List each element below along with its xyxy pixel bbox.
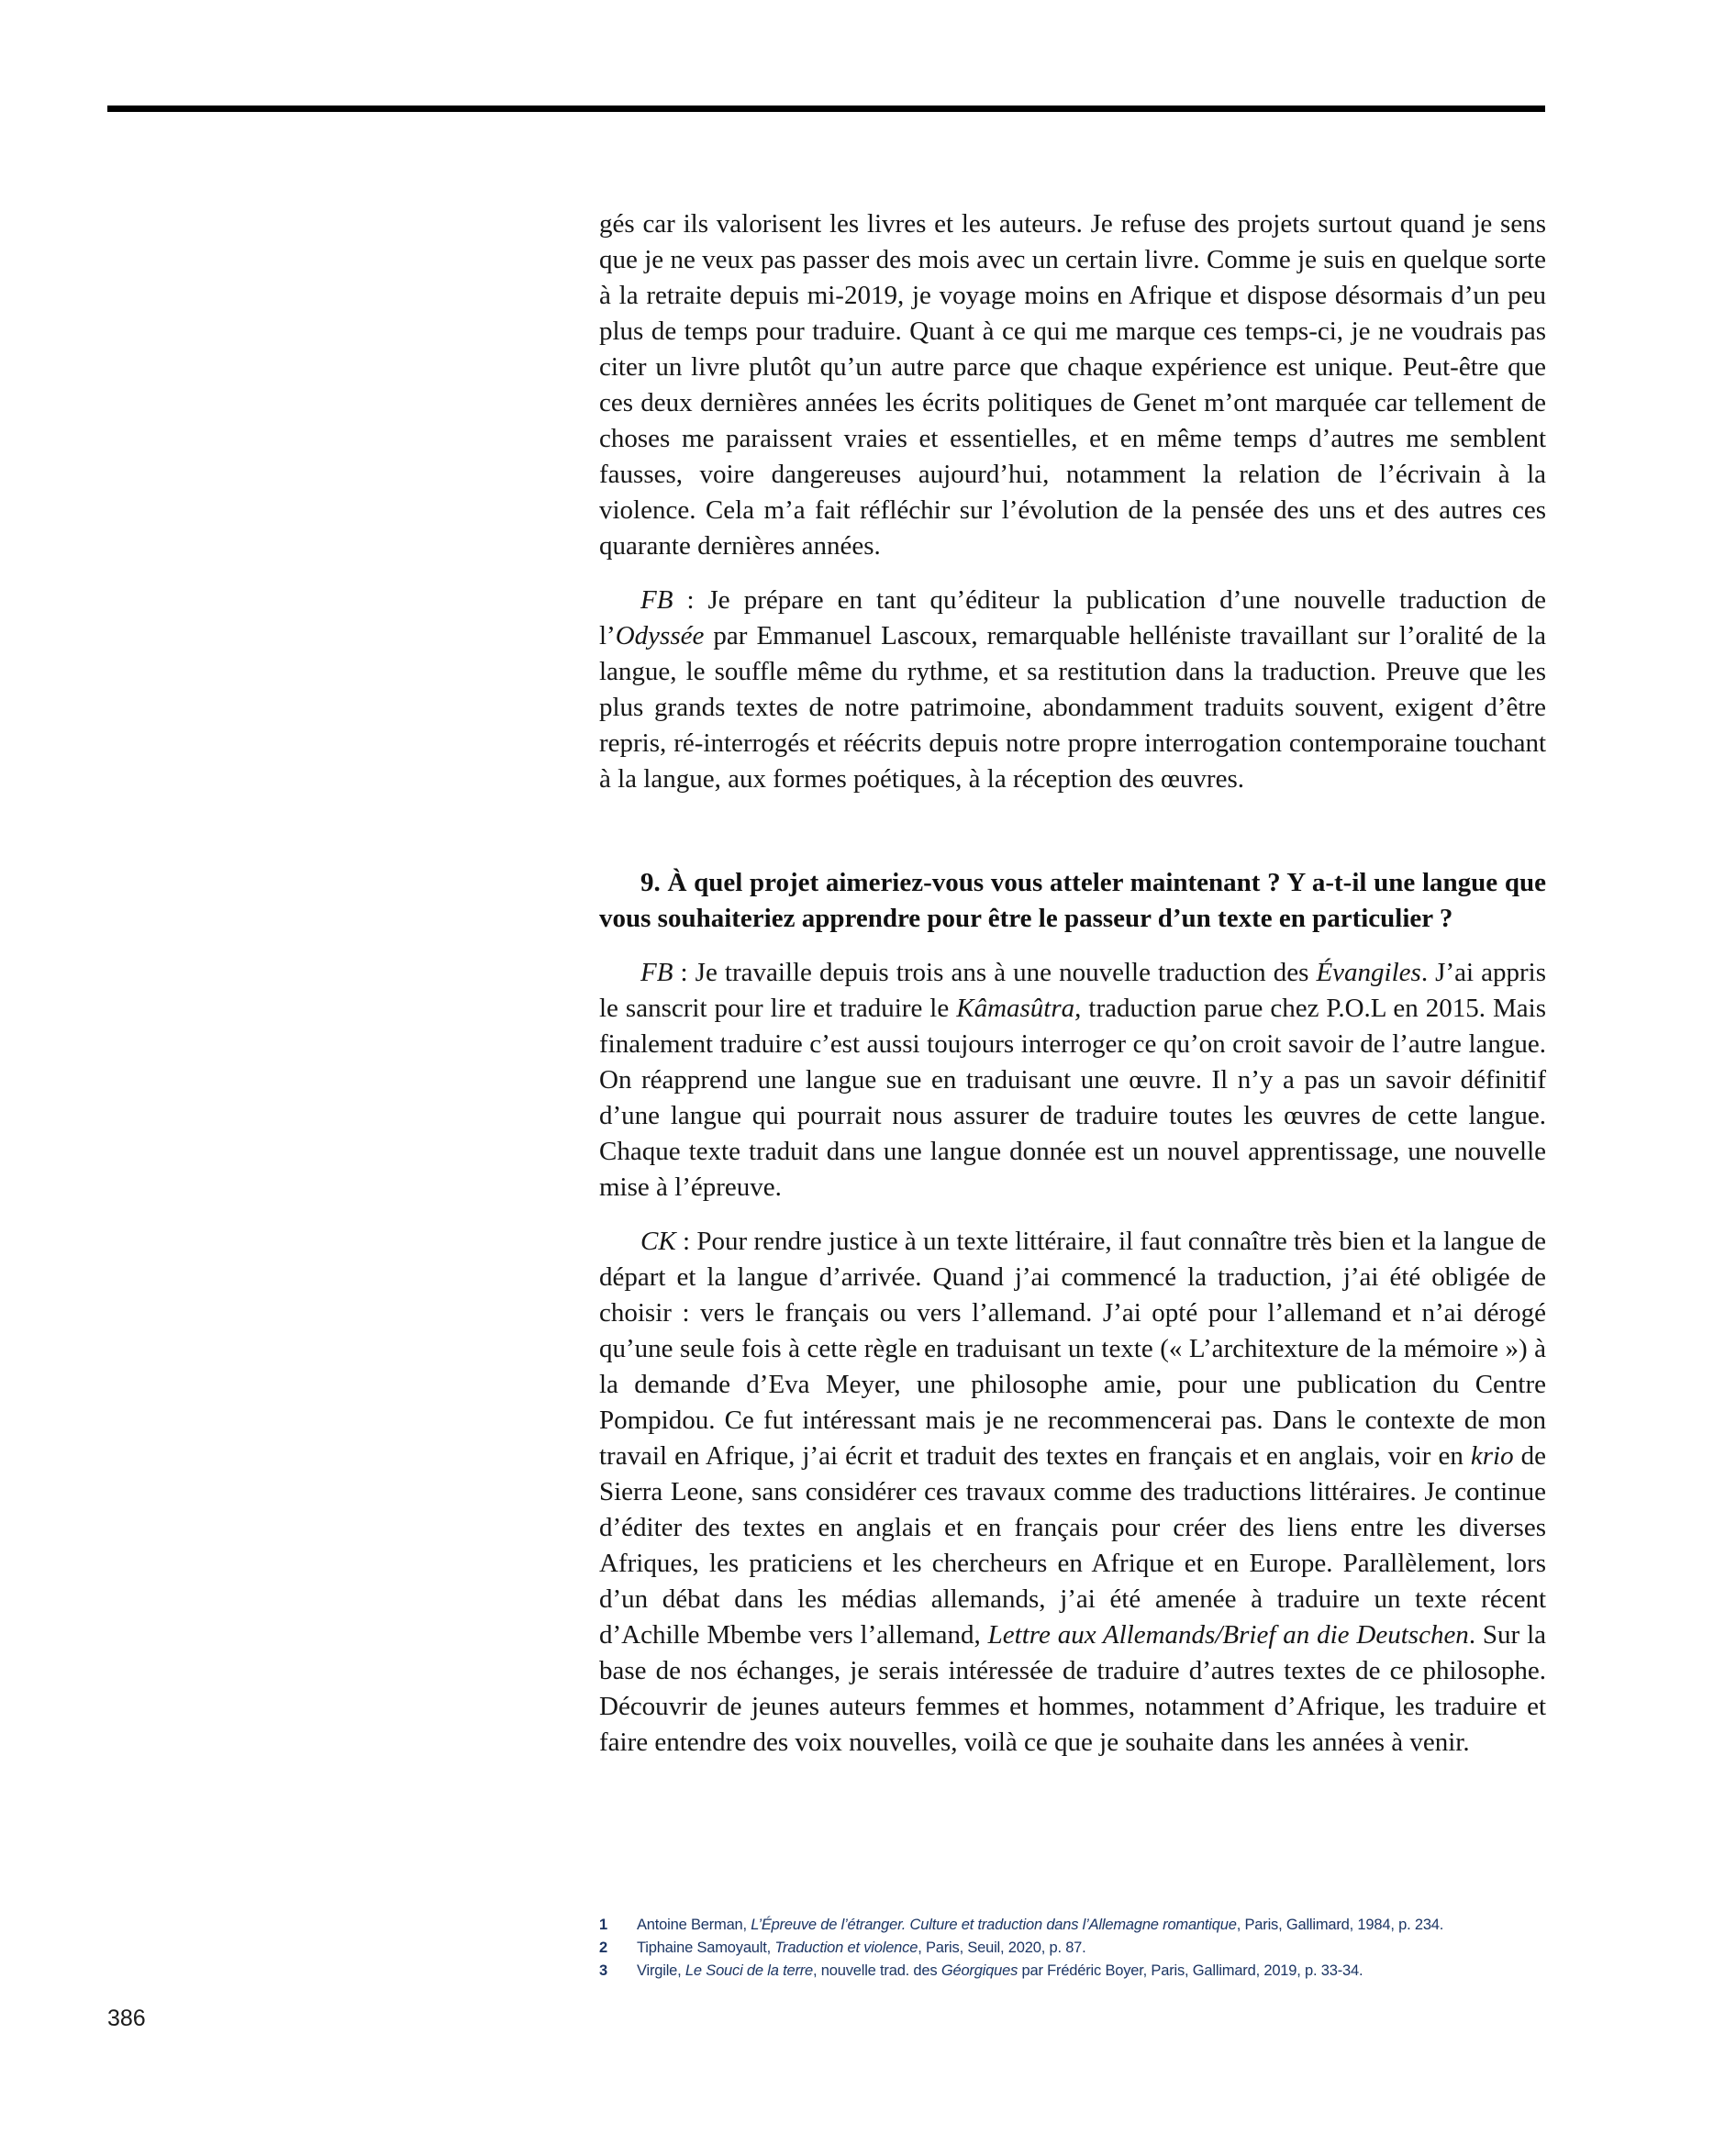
- paragraph-fb-odyssee: FB : Je prépare en tant qu’éditeur la publication d’une nouvelle traduction de l’Odyssée par Emmanuel Lascoux, remarquable helléniste travaillant sur l’oralité de la langue, le souffle même du rythme, et sa restitution dans la traduction. Preuve que les plus grands textes de notre patrimoine, abondamment traduits souvent, exigent d’être repris, ré-interrogés et réécrits depuis notre propre interrogation contemporaine touchant à la langue, aux formes poétiques, à la réception des œuvres.: [599, 585, 1546, 794]
- footnote-text: Antoine Berman, L’Épreuve de l’étranger. Culture et traduction dans l’Allemagne romantique, Paris, Gallimard, 1984, p. 234.: [637, 1917, 1444, 1933]
- footnote-number: 2: [599, 1939, 607, 1956]
- paragraph-ck-reponse: CK : Pour rendre justice à un texte littéraire, il faut connaître très bien et la langue de départ et la langue d’arrivée. Quand j’ai commencé la traduction, j’ai été obligée de choisir : vers le français ou vers l’allemand. J’ai opté pour l’allemand et n’ai dérogé qu’une seule fois à cette règle en traduisant un texte (« L’architexture de la mémoire ») à la demande d’Eva Meyer, une philosophe amie, pour une publication du Centre Pompidou. Ce fut intéressant mais je ne recommencerai pas. Dans le contexte de mon travail en Afrique, j’ai écrit et traduit des textes en français et en anglais, voir en krio de Sierra Leone, sans considérer ces travaux comme des traductions littéraires. Je continue d’éditer des textes en anglais et en français pour créer des liens entre les diverses Afriques, les praticiens et les chercheurs en Afrique et en Europe. Parallèlement, lors d’un débat dans les médias allemands, j’ai été amenée à traduire un texte récent d’Achille Mbembe vers l’allemand, Lettre aux Allemands/Brief an die Deutschen. Sur la base de nos échanges, je serais intéressée de traduire d’autres textes de ce philosophe. Découvrir de jeunes auteurs femmes et hommes, notamment d’Afrique, les traduire et faire entendre des voix nouvelles, voilà ce que je souhaite dans les années à venir.: [599, 1227, 1547, 1757]
- question-heading: 9. À quel projet aimeriez-vous vous atteler maintenant ? Y a-t-il une langue que vous souhaiteriez apprendre pour être le passeur d’un texte en particulier ?: [599, 868, 1546, 933]
- footnote-row: [599, 1960, 1553, 1983]
- footnote-number: 1: [599, 1917, 607, 1933]
- footnotes-block: [599, 1914, 1553, 1983]
- footnote-number: 3: [599, 1962, 607, 1979]
- footnote-row: [599, 1937, 1553, 1960]
- text-column: [599, 206, 1546, 1779]
- paragraph-continuation: gés car ils valorisent les livres et les auteurs. Je refuse des projets surtout quand je sens que je ne veux pas passer des mois avec un certain livre. Comme je suis en quelque sorte à la retraite depuis mi-2019, je voyage moins en Afrique et dispose désormais d’un peu plus de temps pour traduire. Quant à ce qui me marque ces temps-ci, je ne voudrais pas citer un livre plutôt qu’un autre parce que chaque expérience est unique. Peut-être que ces deux dernières années les écrits politiques de Genet m’ont marquée car tellement de choses me paraissent vraies et essentielles, et en même temps d’autres me semblent fausses, voire dangereuses aujourd’hui, notamment la relation de l’écrivain à la violence. Cela m’a fait réfléchir sur l’évolution de la pensée des uns et des autres ces quarante dernières années.: [599, 209, 1546, 561]
- footnote-text: Tiphaine Samoyault, Traduction et violence, Paris, Seuil, 2020, p. 87.: [637, 1939, 1086, 1956]
- footnote-row: [599, 1914, 1553, 1937]
- header-rule: [107, 106, 1545, 112]
- paragraph-fb-evangiles: FB : Je travaille depuis trois ans à une nouvelle traduction des Évangiles. J’ai appris le sanscrit pour lire et traduire le Kâmasûtra, traduction parue chez P.O.L en 2015. Mais finalement traduire c’est aussi toujours interroger ce qu’on croit savoir de l’autre langue. On réapprend une langue sue en traduisant une œuvre. Il n’y a pas un savoir définitif d’une langue qui pourrait nous assurer de traduire toutes les œuvres de cette langue. Chaque texte traduit dans une langue donnée est un nouvel apprentissage, une nouvelle mise à l’épreuve.: [599, 958, 1546, 1202]
- page-number: 386: [107, 2006, 146, 2031]
- footnote-text: Virgile, Le Souci de la terre, nouvelle trad. des Géorgiques par Frédéric Boyer, Paris, Gallimard, 2019, p. 33-34.: [637, 1962, 1363, 1979]
